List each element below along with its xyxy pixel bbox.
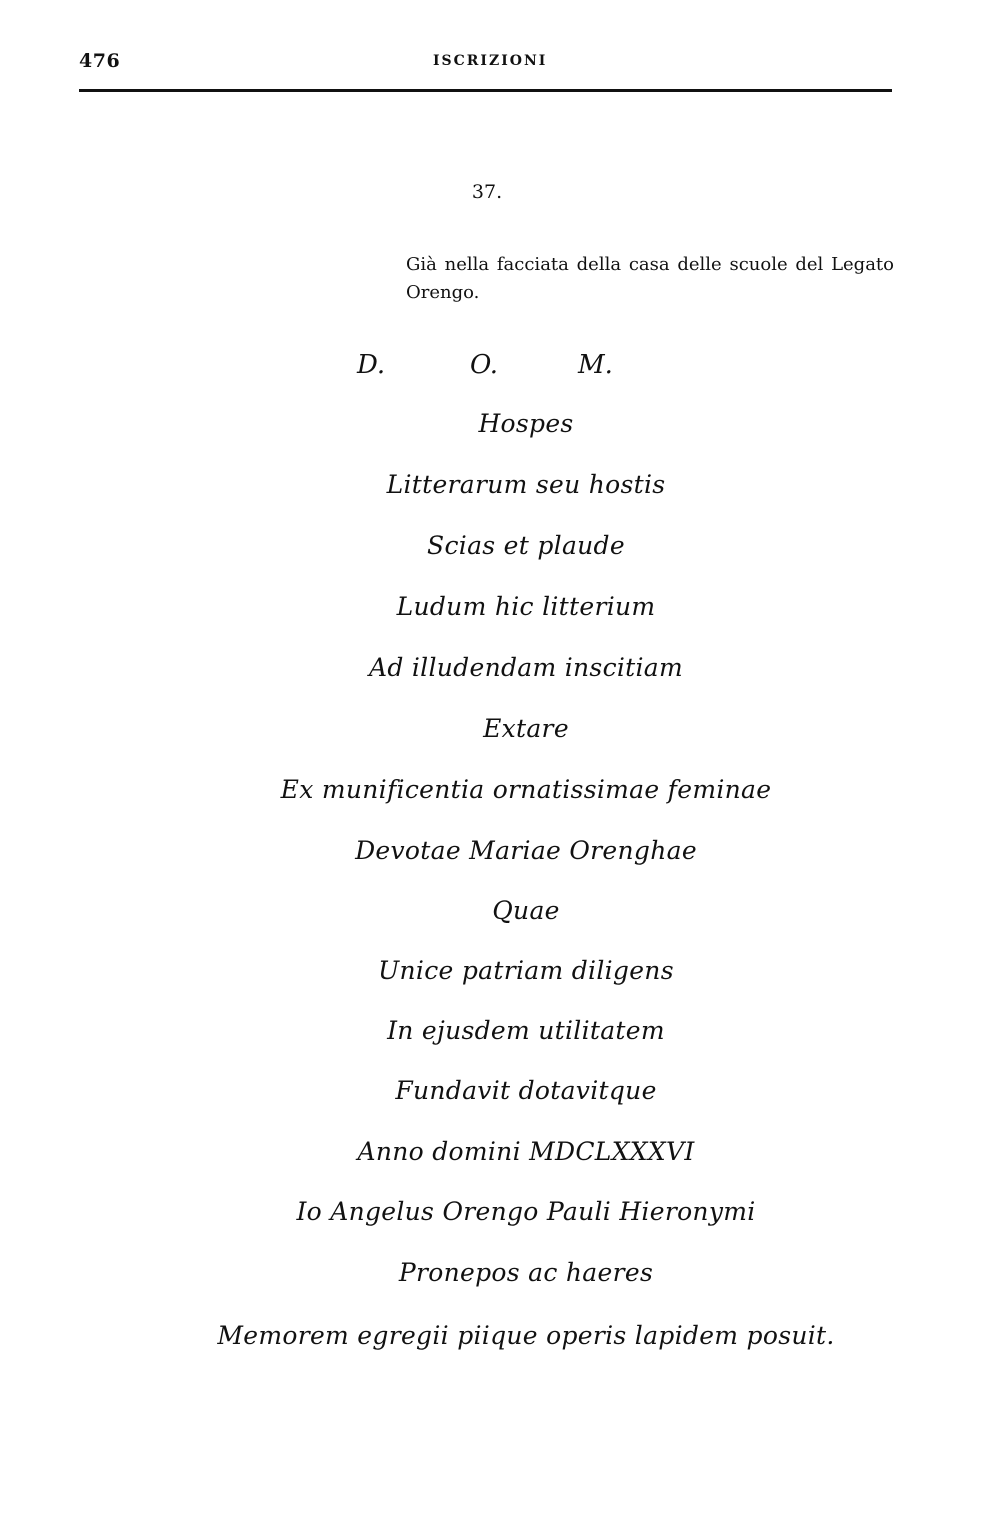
inscription-line: Ad illudendam inscitiam	[368, 653, 684, 682]
inscription-line: Io Angelus Orengo Pauli Hieronymi	[296, 1197, 756, 1226]
page-number: 476	[79, 50, 121, 72]
location-note: Già nella facciata della casa delle scuole del Legato Orengo.	[406, 254, 894, 303]
dom-letter-d: D.	[357, 350, 386, 380]
inscription-line: Pronepos ac haeres	[398, 1258, 654, 1287]
inscription-line: Litterarum seu hostis	[386, 470, 666, 499]
inscription-line: Unice patriam diligens	[378, 956, 674, 985]
inscription-line: Hospes	[478, 409, 574, 438]
inscription-line: Scias et plaude	[427, 531, 625, 560]
inscription-line: Memorem egregii piique operis lapidem posuit.	[217, 1321, 835, 1350]
inscription-line: Quae	[492, 896, 560, 925]
running-head: ISCRIZIONI	[433, 53, 548, 69]
dom-letter-o: O.	[470, 350, 499, 380]
header-rule	[79, 89, 892, 92]
inscription-line: Anno domini MDCLXXXVI	[357, 1137, 695, 1166]
inscription-line: Ludum hic litterium	[396, 592, 656, 621]
inscription-line: Devotae Mariae Orenghae	[355, 836, 697, 865]
inscription-line: In ejusdem utilitatem	[387, 1016, 665, 1045]
inscription-line: Ex munificentia ornatissimae feminae	[280, 775, 772, 804]
dom-heading	[0, 350, 1000, 390]
dom-letter-m: M.	[578, 350, 613, 380]
inscription-line: Extare	[483, 714, 569, 743]
inscription-line: Fundavit dotavitque	[395, 1076, 657, 1105]
inscription-number: 37.	[471, 181, 503, 203]
